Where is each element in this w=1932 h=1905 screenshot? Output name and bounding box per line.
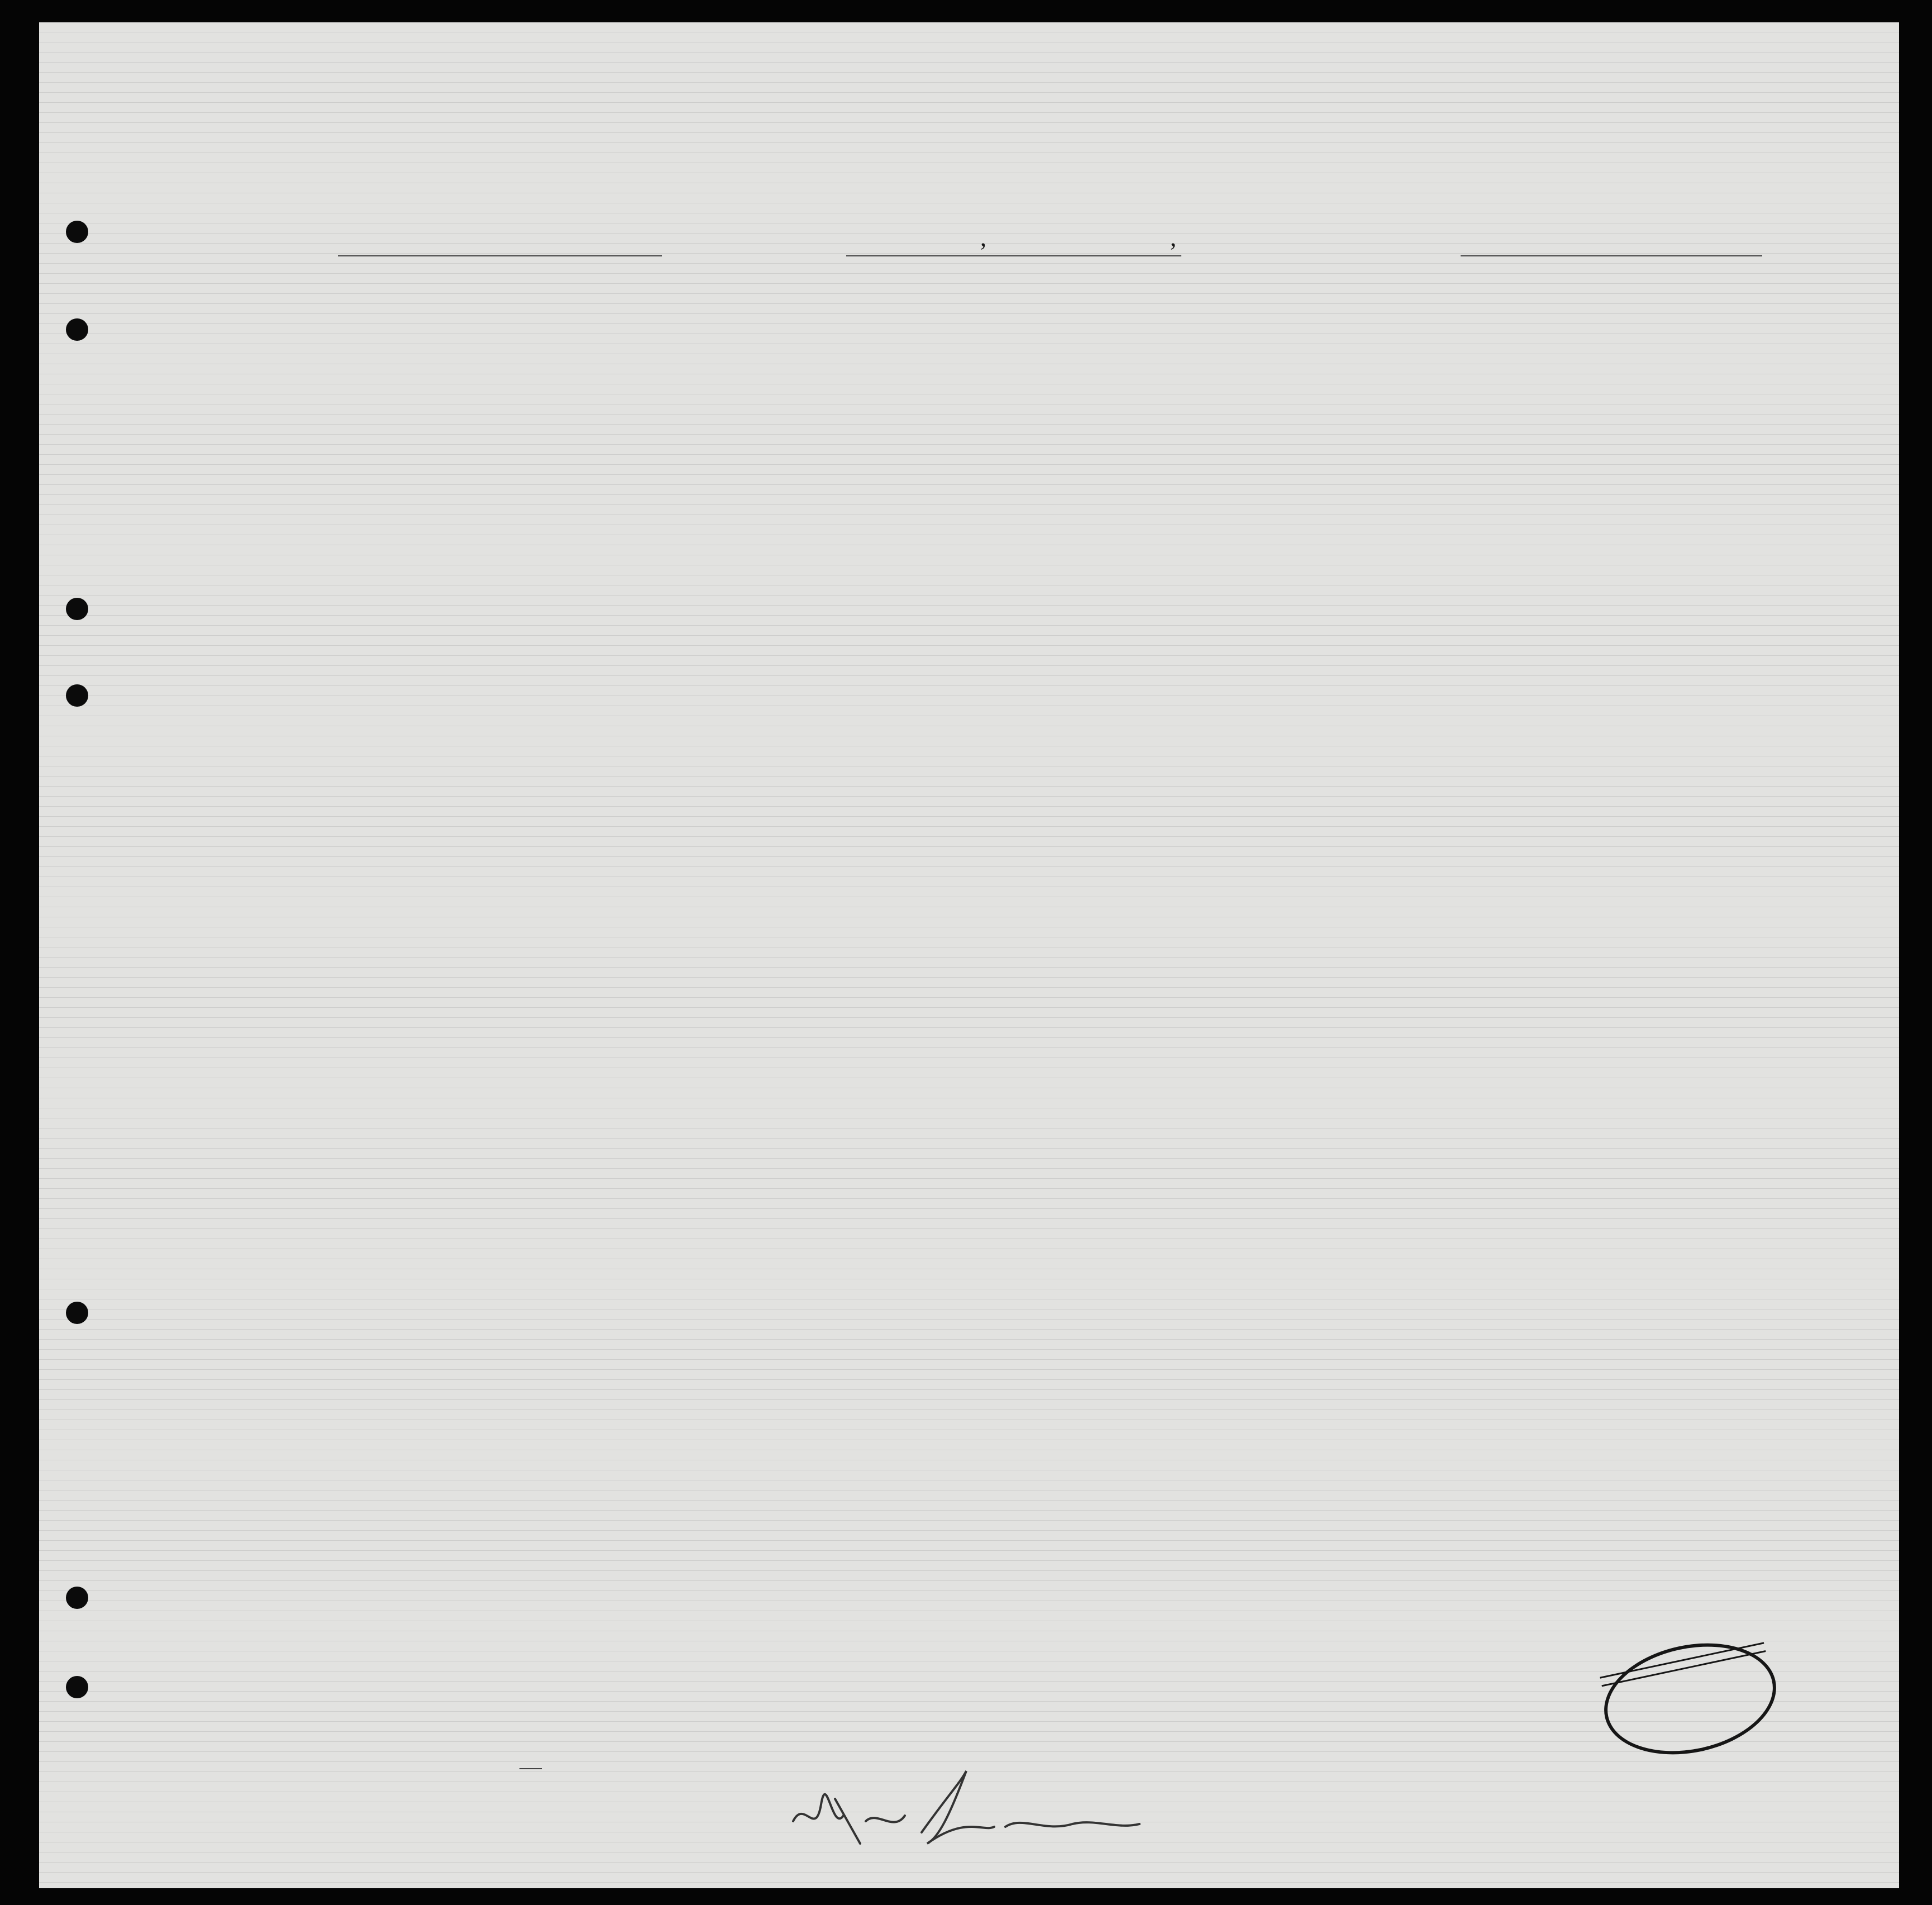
inspector-signature — [782, 1749, 1151, 1860]
manifest-sheet — [39, 22, 1899, 1888]
punch-hole — [66, 221, 88, 243]
manifest-table — [78, 271, 1868, 1740]
footer — [95, 1740, 1882, 1885]
sheet-number-block — [1709, 70, 1888, 125]
vessel-line: , , — [260, 223, 1768, 263]
